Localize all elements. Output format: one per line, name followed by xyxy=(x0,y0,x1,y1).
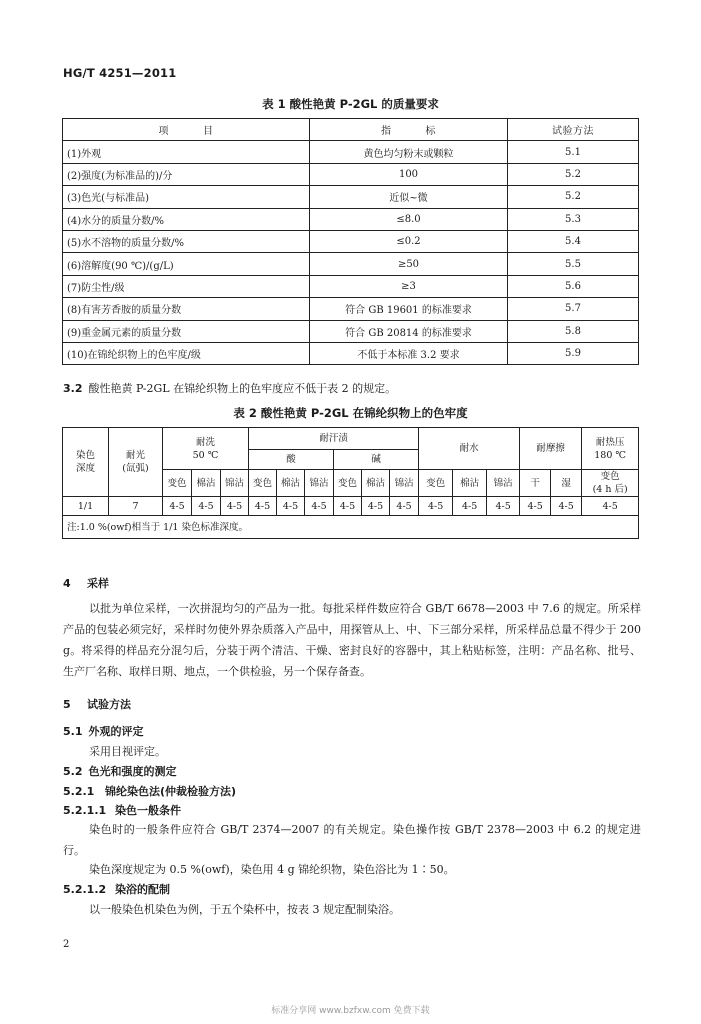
section-5-2-1-1-text2: 染色深度规定为 0.5 %(owf)，染色用 4 g 锦纶织物，染色浴比为 1∶50。 xyxy=(89,863,455,876)
header-hotpress-change: 变色 (4 h 后) xyxy=(582,470,639,497)
grade-cell: 4-5 xyxy=(192,497,221,516)
table-row xyxy=(63,141,639,163)
method-cell: 5.5 xyxy=(508,253,639,275)
item-cell: (4)水分的质量分数/% xyxy=(63,208,310,230)
standard-code: HG/T 4251—2011 xyxy=(63,66,177,80)
table-row xyxy=(63,342,639,364)
section-4-body: 以批为单位采样，一次拼混均匀的产品为一批。每批采样件数应符合 GB/T 6678—2003 中 7.6 的规定。所采样产品的包装必须完好，采样时勿使外界杂质落入产品中，用探管从上、中、下三部分采样，所采样品总量不得少于 200 g。将采得的样品充分混匀后，分装于两个清洁、干燥、密封良好的容器中，其上粘贴标签，注明：产品名称、批号、生产厂名称、取样日期、地点，一个供检验，另一个保存备查。 xyxy=(63,602,641,678)
grade-cell: 4-5 xyxy=(419,497,453,516)
header-water-cotton: 棉沾 xyxy=(453,470,487,497)
section-5-2-1-heading xyxy=(63,783,236,799)
table1-header-item: 项 目 xyxy=(63,119,310,141)
header-rub-wet: 湿 xyxy=(551,470,582,497)
section-4-heading xyxy=(63,575,109,591)
header-wash-cotton: 棉沾 xyxy=(192,470,221,497)
table-row xyxy=(63,208,639,230)
header-acid-nylon: 锦沾 xyxy=(305,470,334,497)
table1 xyxy=(62,118,639,365)
section-5-2-1-2-heading xyxy=(63,881,170,897)
indicator-cell: 100 xyxy=(310,163,508,185)
indicator-cell: ≥50 xyxy=(310,253,508,275)
header-acid-change: 变色 xyxy=(249,470,277,497)
header-alkali-change: 变色 xyxy=(334,470,362,497)
section-5-1-text: 采用目视评定。 xyxy=(89,745,166,758)
grade-cell: 4-5 xyxy=(582,497,639,516)
section-title: 试验方法 xyxy=(87,698,131,711)
item-cell: (10)在锦纶织物上的色牢度/级 xyxy=(63,342,310,364)
item-cell: (1)外观 xyxy=(63,141,310,163)
grade-cell: 4-5 xyxy=(277,497,305,516)
table1-header-indicator: 指 标 xyxy=(310,119,508,141)
grade-cell: 4-5 xyxy=(520,497,551,516)
grade-cell: 4-5 xyxy=(163,497,192,516)
indicator-cell: 不低于本标准 3.2 要求 xyxy=(310,342,508,364)
section-number: 4 xyxy=(63,577,71,590)
method-cell: 5.7 xyxy=(508,298,639,320)
header-acid-cotton: 棉沾 xyxy=(277,470,305,497)
indicator-cell: ≤8.0 xyxy=(310,208,508,230)
item-cell: (5)水不溶物的质量分数/% xyxy=(63,230,310,252)
header-rub-dry: 干 xyxy=(520,470,551,497)
section-title: 锦纶染色法(仲裁检验方法) xyxy=(105,785,237,798)
method-cell: 5.2 xyxy=(508,163,639,185)
indicator-cell: 黄色均匀粉末或颗粒 xyxy=(310,141,508,163)
section-number: 5.2.1 xyxy=(63,785,95,798)
table-row xyxy=(63,186,639,208)
section-number: 5 xyxy=(63,698,71,711)
indicator-cell: 符合 GB 20814 的标准要求 xyxy=(310,320,508,342)
grade-cell: 4-5 xyxy=(221,497,249,516)
table2-note: 注:1.0 %(owf)相当于 1/1 染色标准深度。 xyxy=(63,516,639,539)
section-number: 5.1 xyxy=(63,725,83,738)
header-sweat: 耐汗渍 xyxy=(249,428,419,450)
indicator-cell: ≤0.2 xyxy=(310,230,508,252)
section-number: 5.2.1.2 xyxy=(63,883,107,896)
grade-cell: 4-5 xyxy=(390,497,419,516)
method-cell: 5.8 xyxy=(508,320,639,342)
item-cell: (2)强度(为标准品的)/分 xyxy=(63,163,310,185)
method-cell: 5.2 xyxy=(508,186,639,208)
indicator-cell: ≥3 xyxy=(310,275,508,297)
section-5-1-heading xyxy=(63,723,144,739)
clause-3-2 xyxy=(63,380,396,396)
section-title: 外观的评定 xyxy=(88,725,144,738)
item-cell: (8)有害芳香胺的质量分数 xyxy=(63,298,310,320)
method-cell: 5.3 xyxy=(508,208,639,230)
section-5-2-1-2-text: 以一般染色机染色为例，于五个染杯中，按表 3 规定配制染浴。 xyxy=(89,903,400,916)
header-water: 耐水 xyxy=(419,428,520,470)
header-washing: 耐洗 50 ℃ xyxy=(163,428,249,470)
header-light: 耐光 (氙弧) xyxy=(109,428,163,497)
grade-cell: 4-5 xyxy=(551,497,582,516)
watermark: 标准分享网 www.bzfxw.com 免费下载 xyxy=(271,1006,430,1016)
header-rubbing: 耐摩擦 xyxy=(520,428,582,470)
indicator-cell: 符合 GB 19601 的标准要求 xyxy=(310,298,508,320)
table-row xyxy=(63,298,639,320)
method-cell: 5.4 xyxy=(508,230,639,252)
table2 xyxy=(62,427,639,539)
item-cell: (3)色光(与标准品) xyxy=(63,186,310,208)
clause-number: 3.2 xyxy=(63,382,83,395)
page-number: 2 xyxy=(63,939,70,950)
method-cell: 5.1 xyxy=(508,141,639,163)
header-water-nylon: 锦沾 xyxy=(487,470,520,497)
table2-note-row xyxy=(63,516,639,539)
table-row xyxy=(63,253,639,275)
method-cell: 5.6 xyxy=(508,275,639,297)
header-wash-nylon: 锦沾 xyxy=(221,470,249,497)
header-depth: 染色 深度 xyxy=(63,428,109,497)
item-cell: (9)重金属元素的质量分数 xyxy=(63,320,310,342)
section-5-heading xyxy=(63,696,131,712)
section-5-2-1-1-text1: 染色时的一般条件应符合 GB/T 2374—2007 的有关规定。染色操作按 GB/T 2378—2003 中 6.2 的规定进行。 xyxy=(63,823,641,857)
grade-cell: 4-5 xyxy=(362,497,390,516)
header-water-change: 变色 xyxy=(419,470,453,497)
grade-cell: 4-5 xyxy=(453,497,487,516)
section-title: 色光和强度的测定 xyxy=(88,765,177,778)
grade-cell: 4-5 xyxy=(487,497,520,516)
grade-cell: 4-5 xyxy=(305,497,334,516)
table1-caption: 表 1 酸性艳黄 P-2GL 的质量要求 xyxy=(262,97,439,111)
table1-header-row xyxy=(63,119,639,141)
header-acid: 酸 xyxy=(249,450,334,470)
table-row xyxy=(63,230,639,252)
table-row xyxy=(63,320,639,342)
grade-cell: 4-5 xyxy=(334,497,362,516)
method-cell: 5.9 xyxy=(508,342,639,364)
section-5-2-1-1-heading xyxy=(63,802,181,818)
table-row xyxy=(63,275,639,297)
table1-header-method: 试验方法 xyxy=(508,119,639,141)
table-row xyxy=(63,163,639,185)
section-5-2-heading xyxy=(63,763,177,779)
item-cell: (7)防尘性/级 xyxy=(63,275,310,297)
indicator-cell: 近似~微 xyxy=(310,186,508,208)
grade-cell: 4-5 xyxy=(249,497,277,516)
section-title: 染浴的配制 xyxy=(115,883,170,896)
clause-text: 酸性艳黄 P-2GL 在锦纶织物上的色牢度应不低于表 2 的规定。 xyxy=(88,382,397,395)
depth-cell: 1/1 xyxy=(63,497,109,516)
header-alkali: 碱 xyxy=(334,450,419,470)
header-hotpress: 耐热压 180 ℃ xyxy=(582,428,639,470)
header-alkali-nylon: 锦沾 xyxy=(390,470,419,497)
table-row xyxy=(63,497,639,516)
section-title: 采样 xyxy=(87,577,109,590)
header-alkali-cotton: 棉沾 xyxy=(362,470,390,497)
section-number: 5.2 xyxy=(63,765,83,778)
header-wash-change: 变色 xyxy=(163,470,192,497)
table2-caption: 表 2 酸性艳黄 P-2GL 在锦纶织物上的色牢度 xyxy=(233,406,468,420)
table2-header-row-1 xyxy=(63,428,639,450)
section-number: 5.2.1.1 xyxy=(63,804,107,817)
section-title: 染色一般条件 xyxy=(115,804,181,817)
item-cell: (6)溶解度(90 ℃)/(g/L) xyxy=(63,253,310,275)
light-cell: 7 xyxy=(109,497,163,516)
